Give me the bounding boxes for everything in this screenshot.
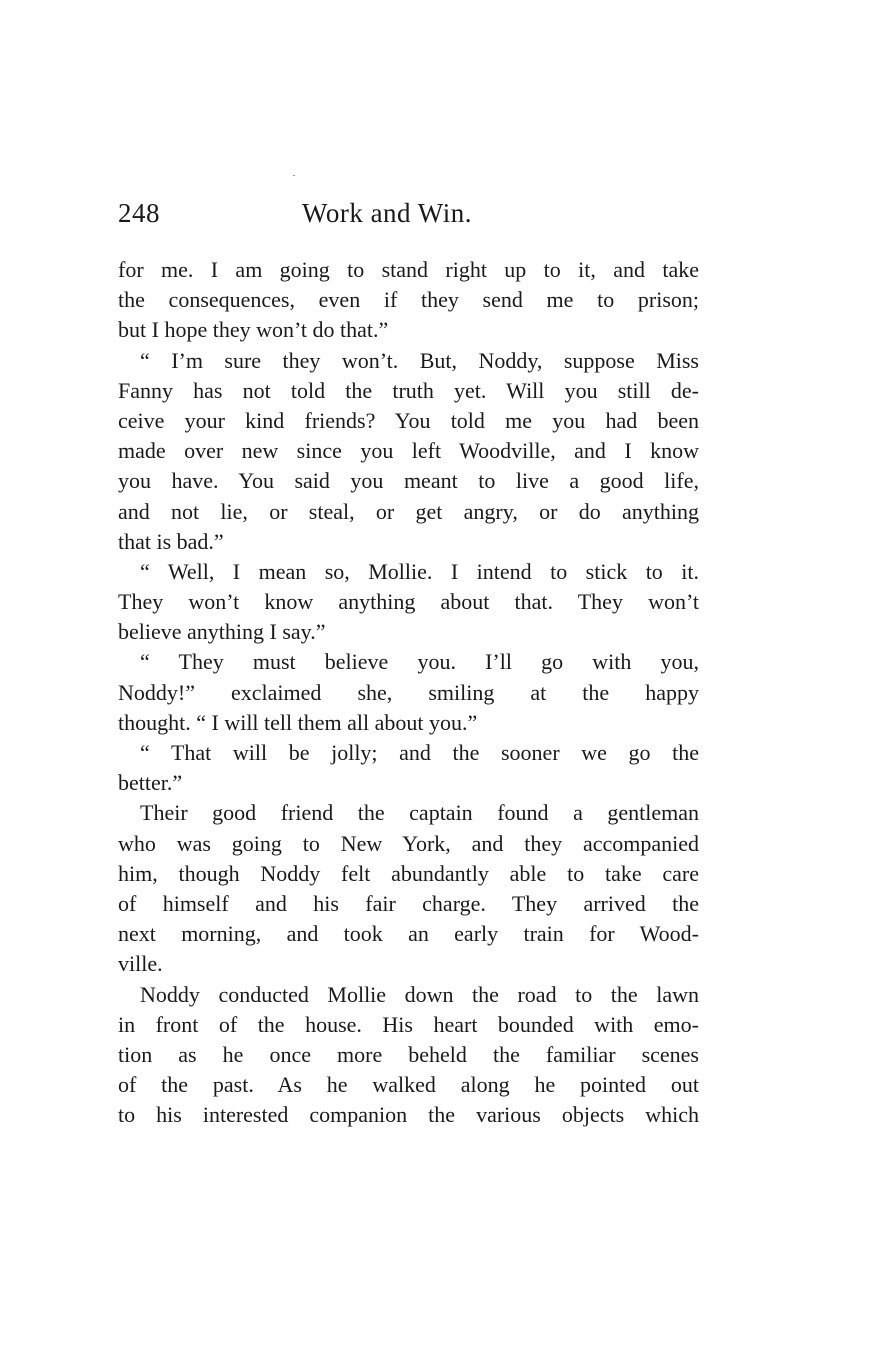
text-line: Fanny has not told the truth yet. Will you still de- (118, 377, 699, 403)
text-line: They won’t know anything about that. They won’t (118, 589, 699, 615)
text-line: thought. “ I will tell them all about you.” (118, 709, 478, 735)
body-text (118, 255, 699, 1130)
text-line: of the past. As he walked along he pointed out (118, 1072, 699, 1098)
text-line: made over new since you left Woodville, and I know (118, 438, 699, 464)
text-line: the consequences, even if they send me to prison; (118, 287, 699, 313)
text-line: for me. I am going to stand right up to it, and take (118, 257, 699, 282)
text-line: of himself and his fair charge. They arrived the (118, 890, 699, 916)
text-line: and not lie, or steal, or get angry, or do anything (118, 498, 699, 524)
page-number: 248 (118, 198, 160, 228)
text-line: but I hope they won’t do that.” (118, 317, 389, 343)
text-line: Noddy!” exclaimed she, smiling at the happy (118, 679, 699, 705)
page-header (118, 198, 718, 238)
text-line: that is bad.” (118, 528, 224, 554)
running-title: Work and Win. (302, 198, 472, 228)
text-line: Their good friend the captain found a gentleman (140, 800, 699, 826)
text-line: “ That will be jolly; and the sooner we go the (140, 740, 699, 765)
print-speck (293, 175, 295, 176)
text-line: better.” (118, 770, 183, 796)
text-line: to his interested companion the various objects which (118, 1102, 699, 1128)
text-line: next morning, and took an early train for Wood- (118, 921, 699, 947)
text-line: believe anything I say.” (118, 619, 326, 645)
text-line: “ I’m sure they won’t. But, Noddy, suppose Miss (140, 347, 699, 373)
text-line: ceive your kind friends? You told me you had been (118, 407, 699, 433)
text-line: “ Well, I mean so, Mollie. I intend to stick to it. (140, 558, 699, 584)
text-line: tion as he once more beheld the familiar scenes (118, 1041, 699, 1067)
text-line: ville. (118, 951, 163, 977)
text-line: “ They must believe you. I’ll go with you, (140, 649, 699, 675)
text-line: you have. You said you meant to live a good life, (118, 468, 699, 494)
text-line: Noddy conducted Mollie down the road to the lawn (140, 981, 699, 1007)
text-line: him, though Noddy felt abundantly able to take care (118, 860, 699, 886)
text-line: who was going to New York, and they accompanied (118, 830, 699, 856)
text-line: in front of the house. His heart bounded with emo- (118, 1011, 699, 1037)
